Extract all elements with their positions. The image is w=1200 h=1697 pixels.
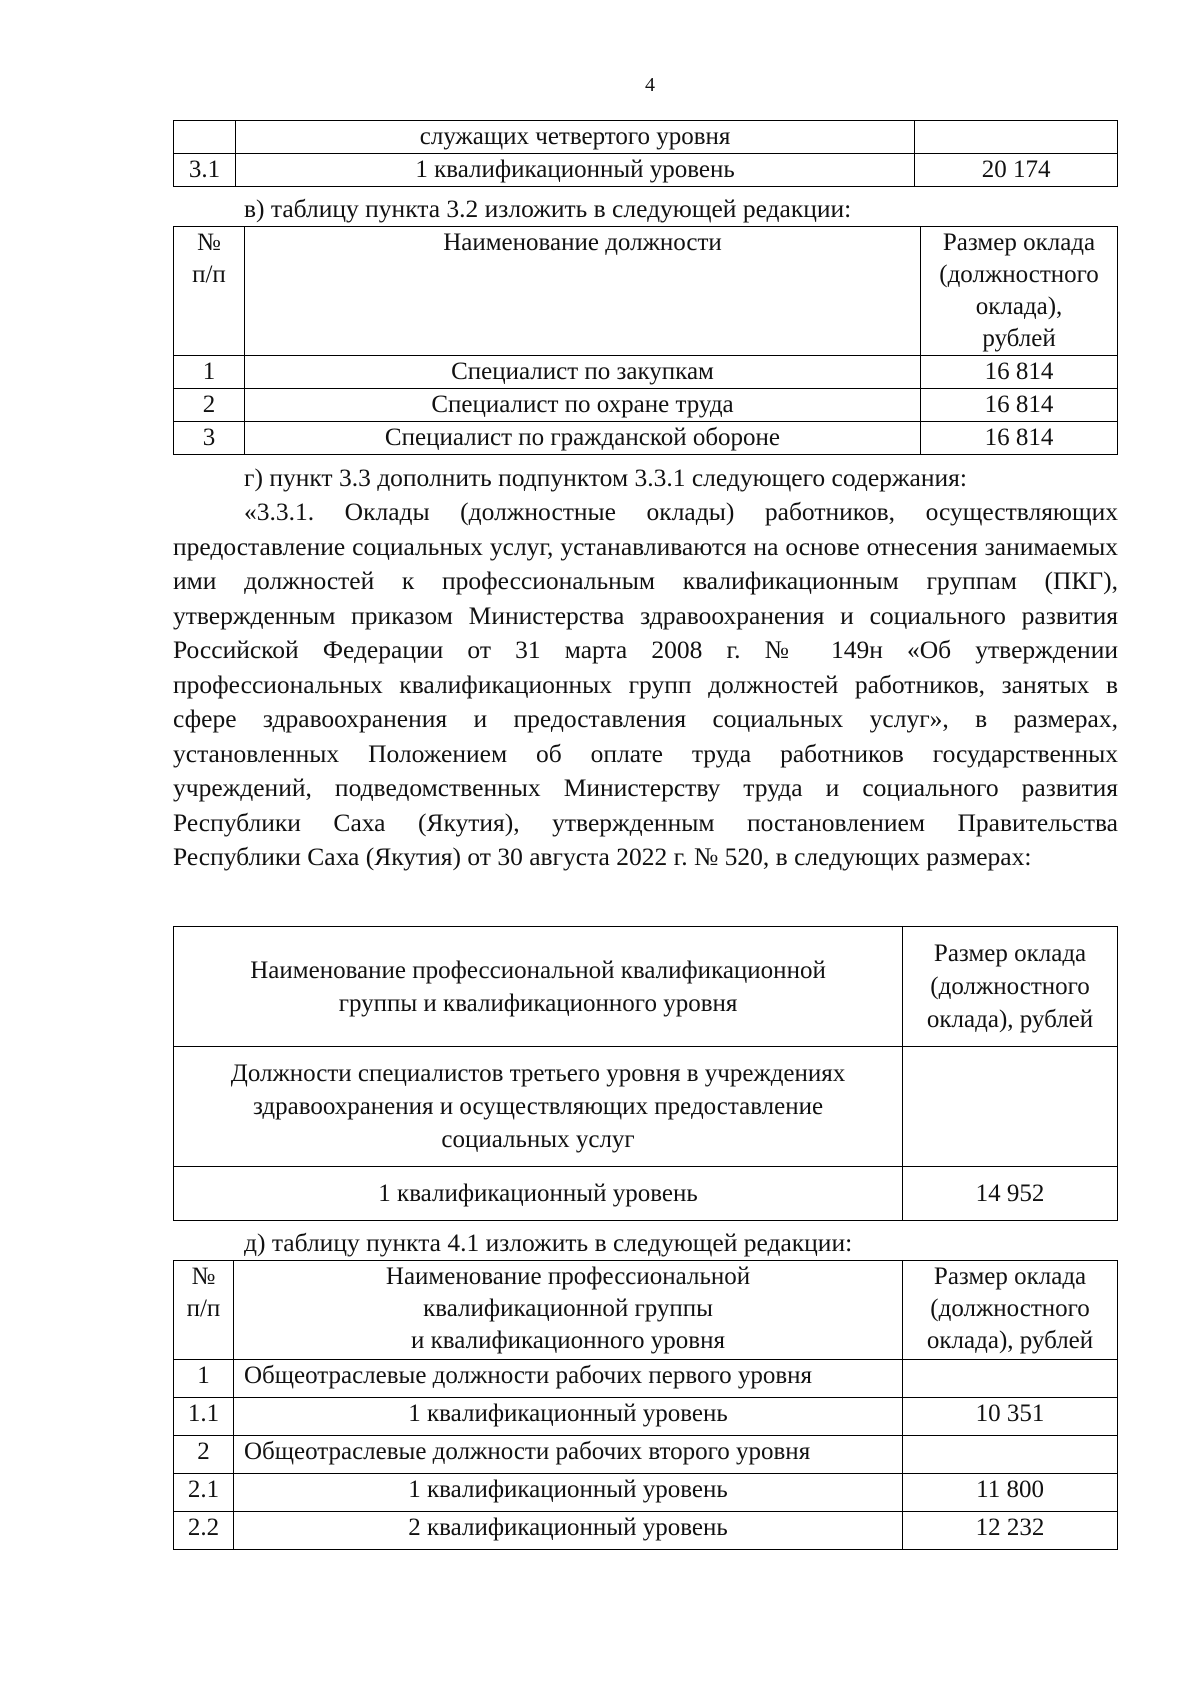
table-row (174, 1436, 1118, 1474)
table-group-row (174, 1047, 1118, 1167)
salary-value: 20 174 (915, 154, 1118, 187)
page-number: 4 (645, 74, 655, 96)
salary-value (903, 1360, 1118, 1398)
row-number: 2 (174, 389, 245, 422)
position-name: Специалист по охране труда (244, 389, 920, 422)
salary-value: 10 351 (903, 1398, 1118, 1436)
paragraph-g: г) пункт 3.3 дополнить подпунктом 3.3.1 следующего содержания: (244, 463, 967, 492)
salary-value: 11 800 (903, 1474, 1118, 1512)
table-row (174, 356, 1118, 389)
table-header-row (174, 927, 1118, 1047)
table-row (174, 422, 1118, 455)
row-number: 1.1 (174, 1398, 234, 1436)
paragraph-v: в) таблицу пункта 3.2 изложить в следующей редакции: (244, 194, 852, 223)
header-salary: Размер оклада (должностного оклада), рублей (903, 927, 1118, 1047)
level-name: 2 квалификационный уровень (233, 1512, 902, 1550)
row-number: 1 (174, 356, 245, 389)
position-name: 1 квалификационный уровень (235, 154, 914, 187)
header-salary: Размер оклада (должностного оклада), рублей (921, 227, 1118, 356)
level-name: 1 квалификационный уровень (174, 1167, 903, 1221)
group-name: Должности специалистов третьего уровня в учреждениях здравоохранения и осуществляющих предоставление социальных услуг (174, 1047, 903, 1167)
row-number: 3 (174, 422, 245, 455)
header-position-name: Наименование должности (244, 227, 920, 356)
header-number: № п/п (174, 227, 245, 356)
row-number: 3.1 (174, 154, 236, 187)
salary-value (903, 1047, 1118, 1167)
row-number: 2 (174, 1436, 234, 1474)
row-number: 2.2 (174, 1512, 234, 1550)
paragraph-3-3-1: «3.3.1. Оклады (должностные оклады) работников, осуществляющих предоставление социальных услуг, устанавливаются на основе отнесения занимаемых ими должностей к профессиональным квалификационным группам (ПКГ), утвержденным приказом Министерства здравоохранения и социального развития Российской Федерации от 31 марта 2008 г. № 149н «Об утверждении профессиональных квалификационных групп должностей работников, занятых в сфере здравоохранения и предоставления социальных услуг», в размерах, установленных Положением об оплате труда работников государственных учреждений, подведомственных Министерству труда и социального развития Республики Саха (Якутия), утвержденным постановлением Правительства Республики Саха (Якутия) от 30 августа 2022 г. № 520, в следующих размерах: (173, 497, 1118, 871)
table-row (174, 1512, 1118, 1550)
level-name: 1 квалификационный уровень (233, 1474, 902, 1512)
salary-value: 16 814 (921, 356, 1118, 389)
table-positions (173, 226, 1118, 455)
level-name: 1 квалификационный уровень (233, 1398, 902, 1436)
table-row (174, 121, 1118, 154)
position-name: Специалист по закупкам (244, 356, 920, 389)
header-group-name: Наименование профессиональной квалификационной группы и квалификационного уровня (174, 927, 903, 1047)
table-row (174, 1360, 1118, 1398)
header-number: № п/п (174, 1261, 234, 1360)
table-continuation (173, 120, 1118, 187)
header-group-name: Наименование профессиональной квалификационной группы и квалификационного уровня (233, 1261, 902, 1360)
table-row (174, 1398, 1118, 1436)
position-name: служащих четвертого уровня (235, 121, 914, 154)
row-number: 1 (174, 1360, 234, 1398)
table-workers (173, 1260, 1118, 1550)
table-row (174, 389, 1118, 422)
salary-value: 16 814 (921, 389, 1118, 422)
position-name: Специалист по гражданской обороне (244, 422, 920, 455)
group-name: Общеотраслевые должности рабочих первого уровня (233, 1360, 902, 1398)
row-number: 2.1 (174, 1474, 234, 1512)
table-pkg-social (173, 926, 1118, 1221)
salary-value: 14 952 (903, 1167, 1118, 1221)
salary-value: 16 814 (921, 422, 1118, 455)
salary-value: 12 232 (903, 1512, 1118, 1550)
salary-value (915, 121, 1118, 154)
paragraph-d: д) таблицу пункта 4.1 изложить в следующей редакции: (244, 1228, 853, 1257)
table-header-row (174, 1261, 1118, 1360)
salary-value (903, 1436, 1118, 1474)
row-number (174, 121, 236, 154)
header-salary: Размер оклада (должностного оклада), рублей (903, 1261, 1118, 1360)
table-row (174, 1474, 1118, 1512)
table-header-row (174, 227, 1118, 356)
table-row (174, 154, 1118, 187)
group-name: Общеотраслевые должности рабочих второго уровня (233, 1436, 902, 1474)
table-row (174, 1167, 1118, 1221)
